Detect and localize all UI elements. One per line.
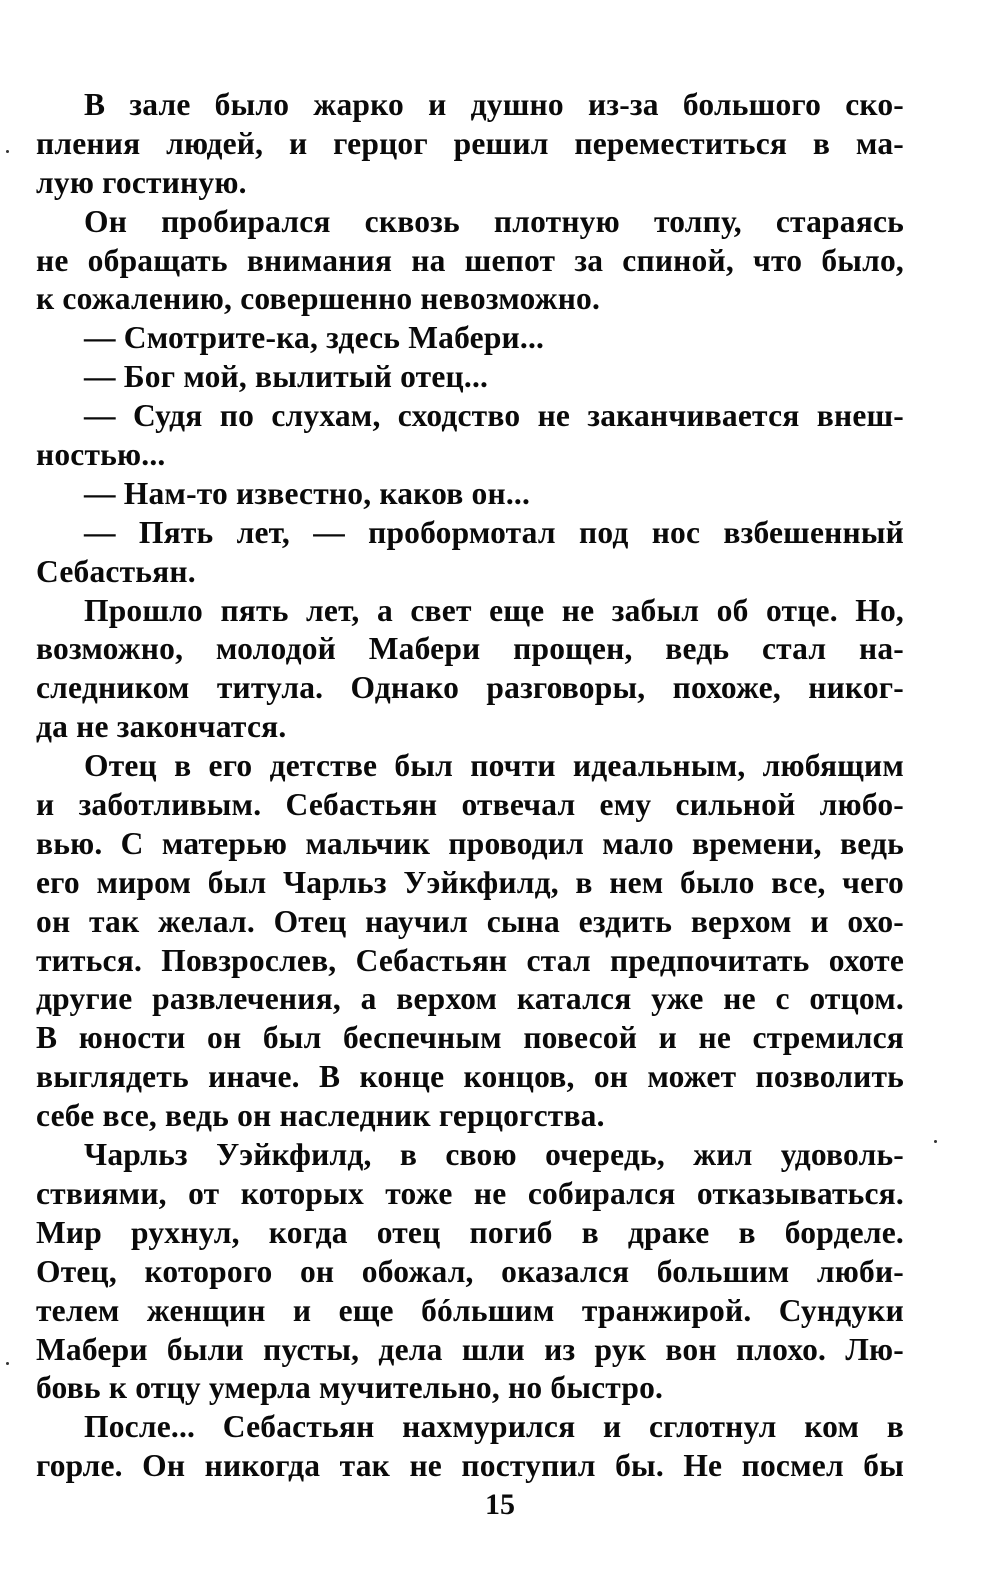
- text-line: к сожалению, совершенно невозможно.: [36, 281, 601, 317]
- text-line: Отец в его детстве был почти идеальным, любящим: [84, 748, 904, 784]
- text-line: Прошло пять лет, а свет еще не забыл об отце. Но,: [84, 592, 904, 628]
- scan-speck: [6, 150, 9, 153]
- text-line: не обращать внимания на шепот за спиной, что было,: [36, 242, 904, 278]
- paragraph: [36, 319, 904, 358]
- text-line: пления людей, и герцог решил переместиться в ма-: [36, 125, 904, 161]
- paragraph: [36, 1136, 904, 1408]
- paragraph: [36, 358, 904, 397]
- text-line: выглядеть иначе. В конце концов, он может позволить: [36, 1059, 904, 1095]
- text-line: себе все, ведь он наследник герцогства.: [36, 1098, 605, 1134]
- text-line: В юности он был беспечным повесой и не стремился: [36, 1020, 904, 1056]
- text-line: После... Себастьян нахмурился и сглотнул ком в: [84, 1409, 904, 1445]
- page-number: 15: [485, 1488, 515, 1521]
- paragraph: [36, 514, 904, 592]
- page-text-body: [36, 86, 904, 1486]
- paragraph: [36, 475, 904, 514]
- text-line: он так желал. Отец научил сына ездить верхом и охо-: [36, 903, 904, 939]
- text-line: Чарльз Уэйкфилд, в свою очередь, жил удоволь-: [84, 1137, 904, 1173]
- text-line: Себастьян.: [36, 553, 196, 589]
- text-line: Мабери были пусты, дела шли из рук вон плохо. Лю-: [36, 1331, 904, 1367]
- scan-speck: [934, 1140, 937, 1143]
- text-line: да не закончатся.: [36, 709, 287, 745]
- paragraph: [36, 86, 904, 203]
- text-line: — Нам-то известно, каков он...: [84, 475, 531, 511]
- paragraph: [36, 1408, 904, 1486]
- text-line: ностью...: [36, 437, 166, 473]
- paragraph: [36, 203, 904, 320]
- text-line: В зале было жарко и душно из-за большого ско-: [84, 87, 904, 122]
- text-line: следником титула. Однако разговоры, похоже, никог-: [36, 670, 904, 706]
- text-line: горле. Он никогда так не поступил бы. Не посмел бы: [36, 1448, 904, 1484]
- paragraph: [36, 397, 904, 475]
- text-line: Отец, которого он обожал, оказался большим люби-: [36, 1253, 904, 1289]
- text-line: — Бог мой, вылитый отец...: [84, 359, 489, 395]
- paragraph: [36, 592, 904, 748]
- text-line: — Судя по слухам, сходство не заканчивается внеш-: [84, 398, 904, 434]
- text-line: телем женщин и еще бóльшим транжирой. Сундуки: [36, 1292, 904, 1328]
- text-line: и заботливым. Себастьян отвечал ему сильной любо-: [36, 787, 904, 823]
- scan-speck: [6, 1362, 9, 1365]
- text-line: его миром был Чарльз Уэйкфилд, в нем было все, чего: [36, 864, 904, 900]
- paragraph: [36, 747, 904, 1136]
- text-line: вью. С матерью мальчик проводил мало времени, ведь: [36, 825, 904, 861]
- text-line: титься. Повзрослев, Себастьян стал предпочитать охоте: [36, 942, 904, 978]
- text-line: бовь к отцу умерла мучительно, но быстро.: [36, 1370, 664, 1406]
- text-line: — Смотрите-ка, здесь Мабери...: [84, 320, 545, 356]
- text-line: возможно, молодой Мабери прощен, ведь стал на-: [36, 631, 904, 667]
- text-line: другие развлечения, а верхом катался уже не с отцом.: [36, 981, 904, 1017]
- text-line: — Пять лет, — пробормотал под нос взбешенный: [84, 514, 904, 550]
- text-line: ствиями, от которых тоже не собирался отказываться.: [36, 1175, 904, 1211]
- text-line: Мир рухнул, когда отец погиб в драке в борделе.: [36, 1214, 904, 1250]
- text-line: лую гостиную.: [36, 164, 247, 200]
- text-line: Он пробирался сквозь плотную толпу, стараясь: [84, 203, 904, 239]
